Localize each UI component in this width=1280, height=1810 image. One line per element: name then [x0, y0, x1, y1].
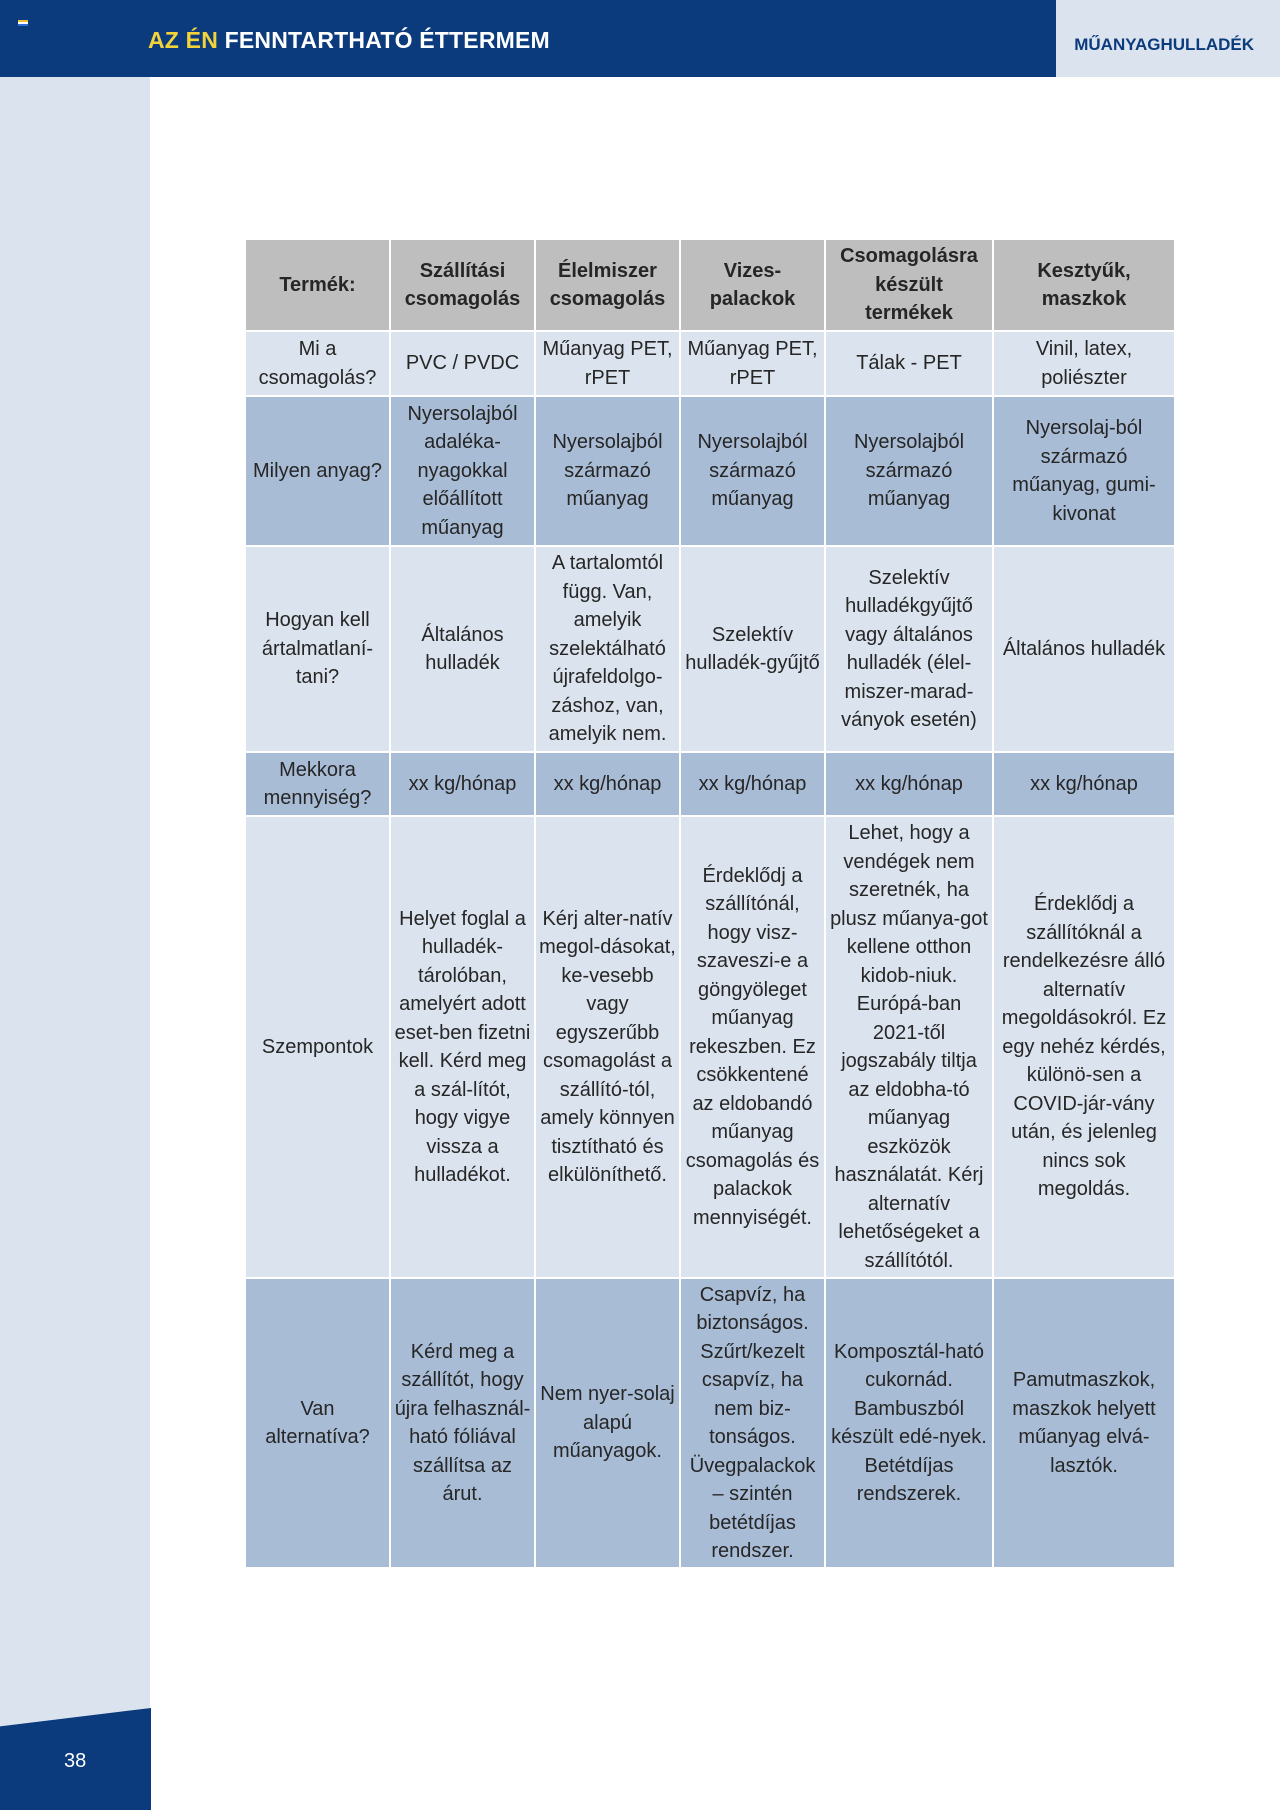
table-cell: Szelektív hulladék-gyűjtő: [680, 546, 825, 752]
left-margin-band: [0, 77, 150, 1810]
table-cell: Vinil, latex, poliészter: [993, 331, 1175, 396]
table-cell: Általános hulladék: [390, 546, 535, 752]
header-cell: Szállítási csomagolás: [390, 239, 535, 331]
table-cell: xx kg/hónap: [825, 752, 993, 816]
page-number: 38: [64, 1750, 87, 1772]
header-cell: Élelmiszer csomagolás: [535, 239, 680, 331]
table-row: [245, 1278, 1175, 1568]
row-label: Szempontok: [245, 816, 390, 1278]
table-cell: Lehet, hogy a vendégek nem szeretnék, ha plusz műanya-got kellene otthon kidob-niuk. Európá-ban 2021-től jogszabály tiltja az eldobha-tó műanyag eszközök használatát. Kérj alternatív lehetőségeket a szállítótól.: [825, 816, 993, 1278]
table-cell: xx kg/hónap: [993, 752, 1175, 816]
table-cell: Kérd meg a szállítót, hogy újra felhasznál-ható fóliával szállítsa az árut.: [390, 1278, 535, 1568]
plastic-waste-table: [244, 238, 1176, 1569]
row-label: Hogyan kell ártalmatlaní-tani?: [245, 546, 390, 752]
table-cell: Érdeklődj a szállítóknál a rendelkezésre álló alternatív megoldásokról. Ez egy nehéz kérdés, különö-sen a COVID-jár-vány után, és jelenleg nincs sok megoldás.: [993, 816, 1175, 1278]
table-row: [245, 752, 1175, 816]
table-cell: Helyet foglal a hulladék-tárolóban, amelyért adott eset-ben fizetni kell. Kérd meg a szál-lítót, hogy vigye vissza a hulladékot.: [390, 816, 535, 1278]
title-highlight: AZ ÉN: [148, 27, 218, 53]
table-cell: Érdeklődj a szállítónál, hogy visz-szaveszi-e a göngyöleget műanyag rekeszben. Ez csökkentené az eldobandó műanyag csomagolás és palackok mennyiségét.: [680, 816, 825, 1278]
table-row: [245, 546, 1175, 752]
table-cell: Nyersolajból származó műanyag: [535, 396, 680, 546]
table-row: [245, 396, 1175, 546]
table-cell: Nem nyer-solaj alapú műanyagok.: [535, 1278, 680, 1568]
table-cell: Nyersolajból származó műanyag: [825, 396, 993, 546]
table-cell: Általános hulladék: [993, 546, 1175, 752]
table-cell: PVC / PVDC: [390, 331, 535, 396]
table-row: [245, 331, 1175, 396]
header-cell: Csomagolásra készült termékek: [825, 239, 993, 331]
table-cell: Komposztál-ható cukornád. Bambuszból készült edé-nyek. Betétdíjas rendszerek.: [825, 1278, 993, 1568]
table-cell: A tartalomtól függ. Van, amelyik szelektálható újrafeldolgo-záshoz, van, amelyik nem.: [535, 546, 680, 752]
table-row: [245, 816, 1175, 1278]
table-cell: xx kg/hónap: [680, 752, 825, 816]
section-label: MŰANYAGHULLADÉK: [1074, 35, 1254, 54]
top-banner: [0, 0, 1056, 77]
header-cell-product: Termék:: [245, 239, 390, 331]
table-cell: Nyersolajból származó műanyag: [680, 396, 825, 546]
row-label: Mi a csomagolás?: [245, 331, 390, 396]
table-cell: Műanyag PET, rPET: [680, 331, 825, 396]
table-cell: Kérj alter-natív megol-dásokat, ke-vesebb vagy egyszerűbb csomagolást a szállító-tól, amely könnyen tisztítható és elkülöníthető.: [535, 816, 680, 1278]
document-title: [148, 27, 550, 54]
table-cell: Csapvíz, ha biztonságos. Szűrt/kezelt csapvíz, ha nem biz-tonságos. Üvegpalackok – szintén betétdíjas rendszer.: [680, 1278, 825, 1568]
table-cell: Tálak - PET: [825, 331, 993, 396]
table-cell: Nyersolajból adaléka-nyagokkal előállított műanyag: [390, 396, 535, 546]
table-cell: xx kg/hónap: [535, 752, 680, 816]
table-cell: Műanyag PET, rPET: [535, 331, 680, 396]
flag-icon: [18, 20, 28, 26]
table-cell: Szelektív hulladékgyűjtő vagy általános hulladék (élel-miszer-marad-ványok esetén): [825, 546, 993, 752]
section-tab: [1056, 0, 1280, 77]
header-cell: Kesztyűk, maszkok: [993, 239, 1175, 331]
table-header-row: [245, 239, 1175, 331]
table-cell: Pamutmaszkok, maszkok helyett műanyag elvá-lasztók.: [993, 1278, 1175, 1568]
table-cell: Nyersolaj-ból származó műanyag, gumi-kivonat: [993, 396, 1175, 546]
header-cell: Vizes-palackok: [680, 239, 825, 331]
row-label: Mekkora mennyiség?: [245, 752, 390, 816]
row-label: Van alternatíva?: [245, 1278, 390, 1568]
table-cell: xx kg/hónap: [390, 752, 535, 816]
title-rest: FENNTARTHATÓ ÉTTERMEM: [224, 27, 550, 53]
row-label: Milyen anyag?: [245, 396, 390, 546]
